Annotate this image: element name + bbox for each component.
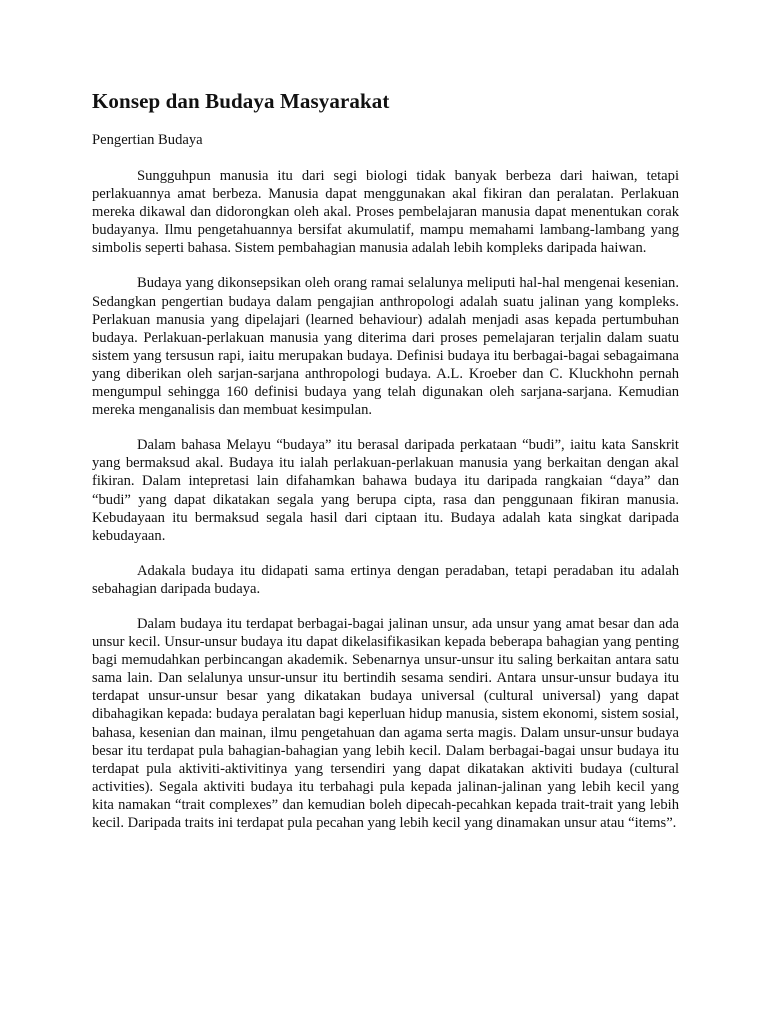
section-heading: Pengertian Budaya: [92, 132, 203, 148]
paragraph-2: Budaya yang dikonsepsikan oleh orang ramai selalunya meliputi hal-hal mengenai kesenian. Sedangkan pengertian budaya dalam pengajian anthropologi adalah suatu jalinan yang kompleks. Perlakuan manusia yang dipelajari (learned behaviour) adalah menjadi asas kepada pertumbuhan budaya. Perlakuan-perlakuan manusia yang diterima dari proses pemelajaran terjalin dalam suatu sistem yang tersusun rapi, iaitu merupakan budaya. Definisi budaya itu berbagai-bagai sebagaimana yang diberikan oleh sarjan-sarjana anthropologi budaya. A.L. Kroeber dan C. Kluckhohn pernah mengumpul sehingga 160 definisi budaya yang telah digunakan oleh sarjana-sarjana. Kemudian mereka menganalisis dan membuat kesimpulan.: [92, 275, 679, 419]
paragraph-3: Dalam bahasa Melayu “budaya” itu berasal daripada perkataan “budi”, iaitu kata Sanskrit yang bermaksud akal. Budaya itu ialah perlakuan-perlakuan manusia yang berkaitan dengan akal fikiran. Dalam intepretasi lain difahamkan bahawa budaya itu daripada rangkaian “daya” dan “budi” yang dapat dikatakan segala yang berupa cipta, rasa dan penggunaan fikiran manusia. Kebudayaan itu bermaksud segala hasil dari ciptaan itu. Budaya adalah kata singkat daripada kebudayaan.: [92, 437, 679, 544]
paragraph-5: Dalam budaya itu terdapat berbagai-bagai jalinan unsur, ada unsur yang amat besar dan ada unsur kecil. Unsur-unsur budaya itu dapat dikelasifikasikan kepada beberapa bahagian yang penting bagi memudahkan perbincangan akademik. Sebenarnya unsur-unsur itu saling berkaitan antara satu sama lain. Dan selalunya unsur-unsur itu bertindih sesama sendiri. Antara unsur-unsur budaya itu terdapat unsur-unsur besar yang dikatakan budaya universal (cultural universal) yang dapat dibahagikan kepada: budaya peralatan bagi keperluan hidup manusia, sistem ekonomi, sistem sosial, bahasa, kesenian dan mainan, ilmu pengetahuan dan agama serta magis. Dalam unsur-unsur budaya besar itu terdapat pula bahagian-bahagian yang lebih kecil. Dalam berbagai-bagai unsur budaya itu terdapat pula aktiviti-aktivitinya yang tersendiri yang dapat dikatakan aktiviti budaya (cultural activities). Segala aktiviti budaya itu terbahagi pula kepada jalinan-jalinan yang lebih kecil yang kita namakan “trait complexes” dan kemudian boleh dipecah-pecahkan kepada trait-trait yang lebih kecil. Daripada traits ini terdapat pula pecahan yang lebih kecil yang dinamakan unsur atau “items”.: [92, 615, 679, 831]
paragraph-4: Adakala budaya itu didapati sama ertinya dengan peradaban, tetapi peradaban itu adalah sebahagian daripada budaya.: [92, 562, 679, 597]
paragraph-1: Sungguhpun manusia itu dari segi biologi tidak banyak berbeza dari haiwan, tetapi perlakuannya amat berbeza. Manusia dapat menggunakan akal fikiran dan peralatan. Perlakuan mereka dikawal dan didorongkan oleh akal. Proses pembelajaran manusia dapat menentukan corak budayanya. Ilmu pengetahuannya bersifat akumulatif, mampu memahami lambang-lambang yang simbolis seperti bahasa. Sistem pembahagian manusia adalah lebih kompleks daripada haiwan.: [92, 168, 679, 257]
document-title: Konsep dan Budaya Masyarakat: [92, 89, 390, 113]
document-page: [92, 88, 679, 849]
